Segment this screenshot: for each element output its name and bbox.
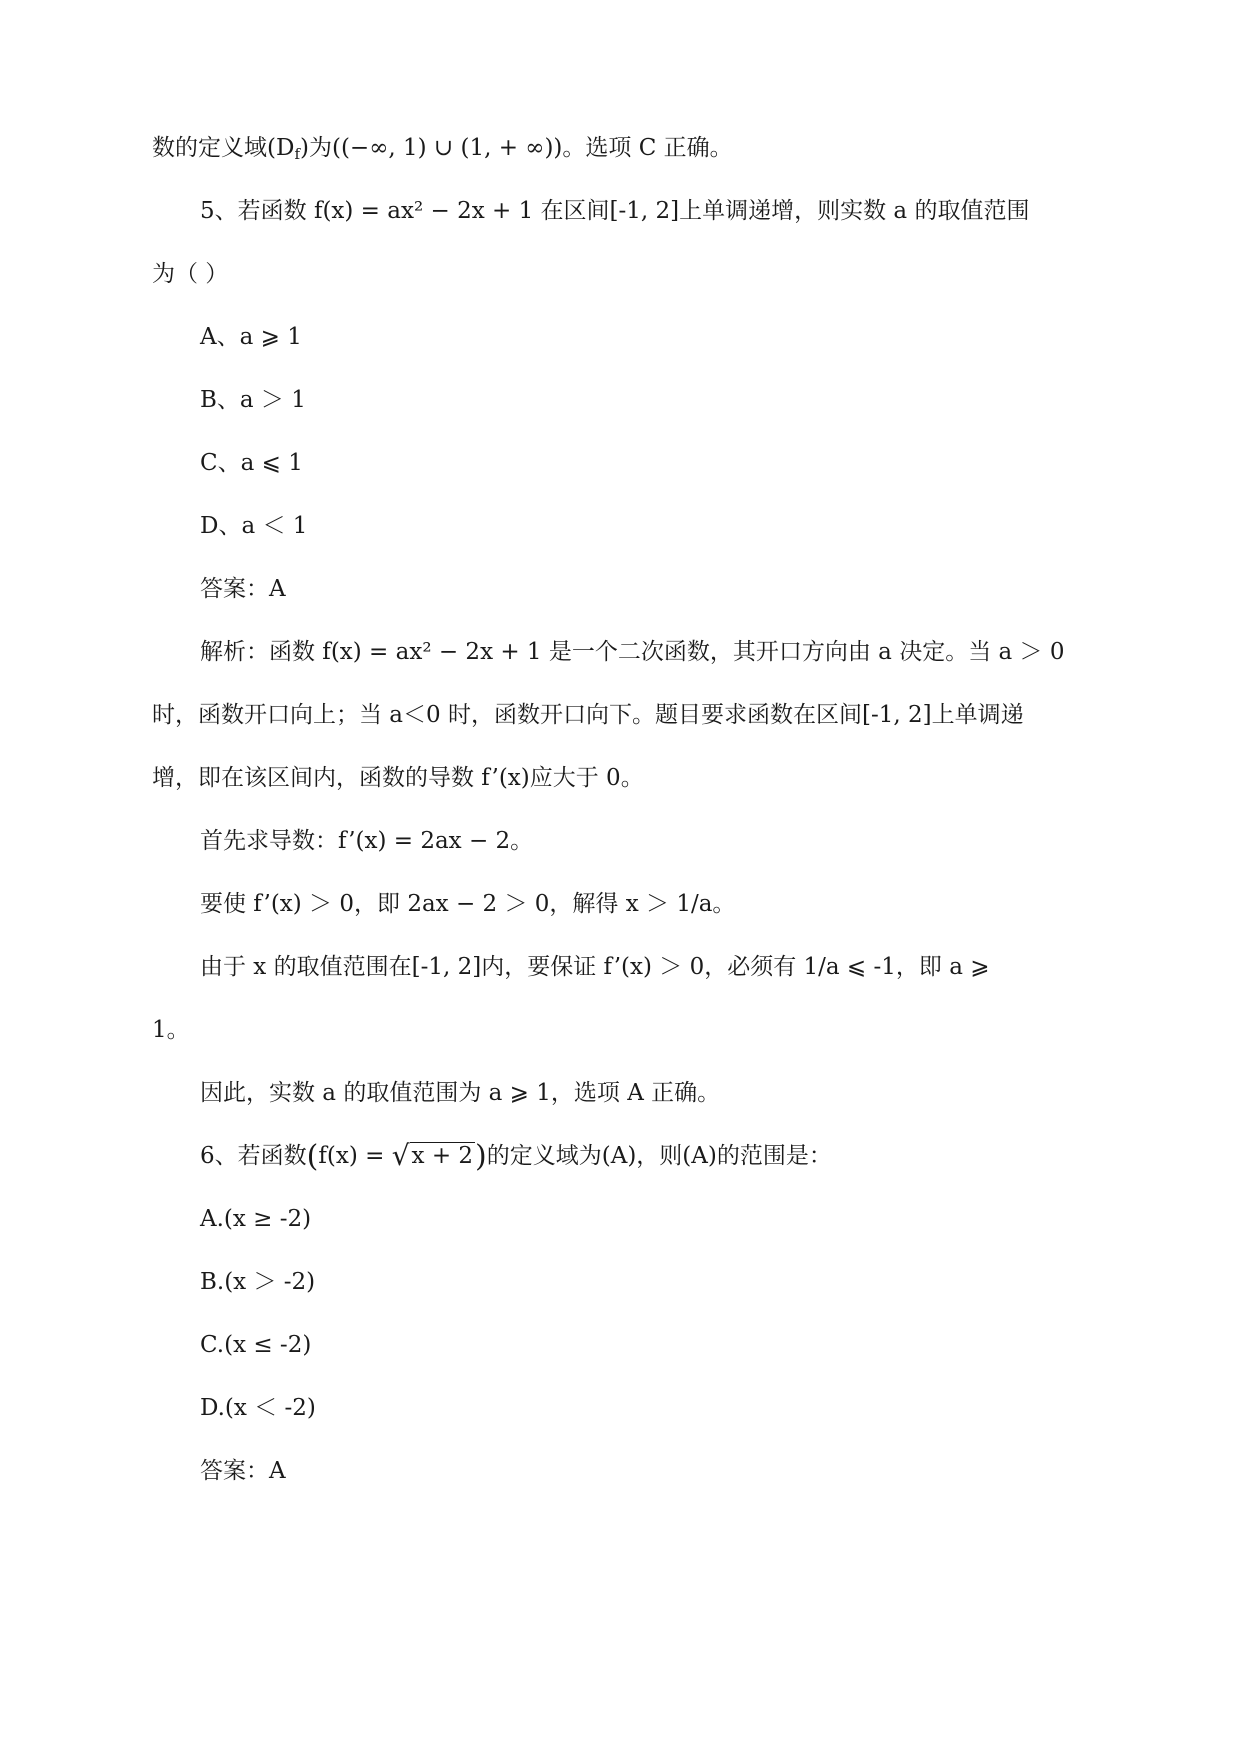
sqrt-symbol: √x + 2 xyxy=(391,1139,474,1172)
question-5-stem-cont: 为（ ） xyxy=(152,261,229,287)
q5-option-c: C、a ⩽ 1 xyxy=(200,450,303,476)
text-segment: 。选项 C 正确。 xyxy=(562,135,733,161)
q6-option-b: B.(x ＞ -2) xyxy=(200,1269,316,1295)
math-domain-symbol: $(D_f)$ xyxy=(267,135,309,163)
question-5-stem: 5、若函数 f(x) = ax² − 2x + 1 在区间[-1, 2]上单调递增，则实数 a 的取值范围 xyxy=(200,198,1030,224)
question-6-stem xyxy=(200,1136,832,1176)
q5-analysis-line-1: 解析：函数 f(x) = ax² − 2x + 1 是一个二次函数，其开口方向由 a 决定。当 a ＞ 0 xyxy=(200,639,1065,665)
q5-inequality: 要使 f’(x) ＞ 0，即 2ax − 2 ＞ 0，解得 x ＞ 1/a。 xyxy=(200,891,736,917)
math-interval: 为((−∞, 1) ∪ (1, + ∞)) xyxy=(308,135,563,161)
q5-option-d: D、a ＜ 1 xyxy=(200,513,308,539)
q5-conclusion: 因此，实数 a 的取值范围为 a ⩾ 1，选项 A 正确。 xyxy=(200,1080,721,1106)
math-function-definition: (f(x) = √x + 2) xyxy=(307,1143,487,1169)
q5-analysis-line-2: 时，函数开口向上；当 a＜0 时，函数开口向下。题目要求函数在区间[-1, 2]上单调递 xyxy=(152,702,1024,728)
q5-derivative: 首先求导数：f’(x) = 2ax − 2。 xyxy=(200,828,534,854)
text-segment: 的定义域为(A)，则(A)的范围是： xyxy=(486,1143,832,1169)
q6-option-a: A.(x ≥ -2) xyxy=(200,1206,312,1232)
q5-range-reasoning: 由于 x 的取值范围在[-1, 2]内，要保证 f’(x) ＞ 0，必须有 1/a ⩽ -1，即 a ⩾ xyxy=(200,954,990,980)
q6-option-c: C.(x ≤ -2) xyxy=(200,1332,312,1358)
q5-option-b: B、a ＞ 1 xyxy=(200,387,306,413)
q5-range-reasoning-cont: 1。 xyxy=(152,1017,190,1043)
text-segment: 6、若函数 xyxy=(200,1143,307,1169)
q6-option-d: D.(x ＜ -2) xyxy=(200,1395,316,1421)
q6-answer: 答案：A xyxy=(200,1458,286,1484)
q5-answer: 答案：A xyxy=(200,576,286,602)
q5-analysis-line-3: 增，即在该区间内，函数的导数 f’(x)应大于 0。 xyxy=(152,765,644,791)
text-segment: 数的定义域 xyxy=(152,135,267,161)
q5-option-a: A、a ⩾ 1 xyxy=(200,324,302,350)
text-line-domain-conclusion xyxy=(152,128,733,168)
